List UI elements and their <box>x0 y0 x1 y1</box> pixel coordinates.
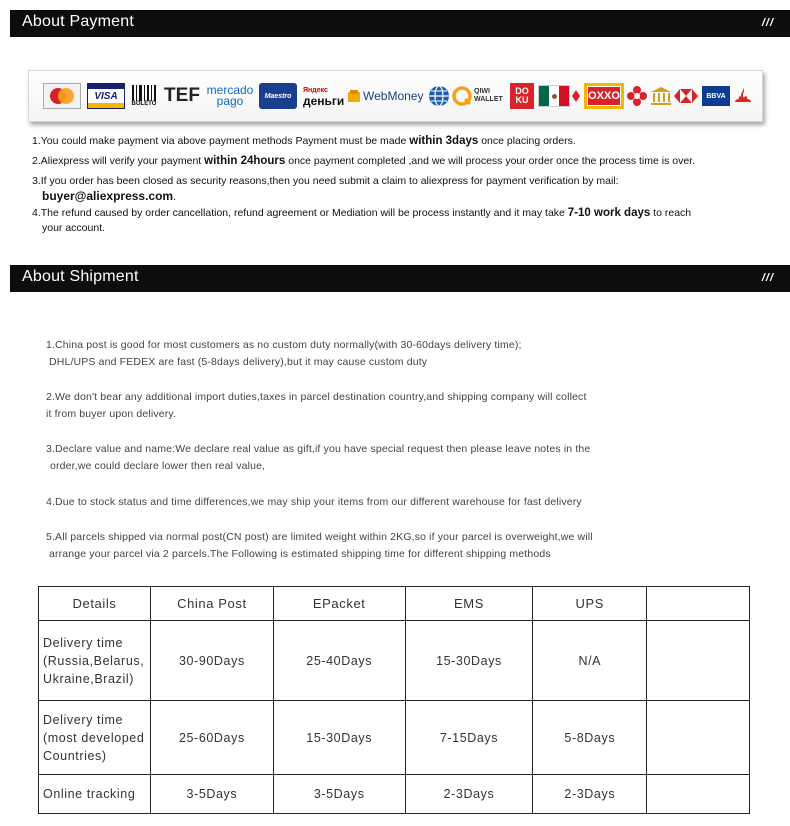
payment-term-2 <box>32 154 777 169</box>
table-row <box>39 775 750 814</box>
maestro-logo: Maestro <box>259 83 297 109</box>
payment-section-header <box>10 10 790 37</box>
shipping-time-table <box>38 586 750 814</box>
payment-methods-logos <box>28 70 763 122</box>
table-header-cell: UPS <box>533 587 647 621</box>
payment-term-2-emphasis: within 24hours <box>204 155 286 167</box>
table-row <box>39 701 750 775</box>
row-label-line: Delivery time <box>43 635 124 650</box>
hsbc-hexagon-icon <box>674 83 698 109</box>
mercadopago-text-1: mercado <box>206 83 254 97</box>
payment-section-title: About Payment <box>22 13 134 30</box>
qiwi-icon <box>452 86 472 106</box>
shipment-note-1 <box>46 337 686 371</box>
row-label-line: Online tracking <box>43 787 136 801</box>
table-cell <box>647 775 750 814</box>
payment-header-slashes: /// <box>761 17 774 29</box>
visa-text: VISA <box>94 90 118 102</box>
row-label-line: (Russia,Belarus, <box>43 653 145 668</box>
webmoney-logo <box>347 83 425 109</box>
row-label-line: Delivery time <box>43 712 124 727</box>
claim-email-address: buyer@aliexpress.com <box>42 189 174 203</box>
yandex-money-logo <box>303 83 347 109</box>
table-header-cell: EMS <box>405 587 533 621</box>
qiwi-text-2: WALLET <box>474 96 503 103</box>
table-row-label <box>39 621 151 701</box>
table-cell: 5-8Days <box>533 701 647 775</box>
payment-term-1 <box>32 134 777 149</box>
santander-flame-icon <box>733 83 753 109</box>
shipment-note-3-line1: 3.Declare value and name:We declare real value as gift,if you have special request then please leave notes in the <box>46 443 591 455</box>
table-cell: 25-40Days <box>273 621 405 701</box>
payment-term-4-tail: to reach <box>650 207 692 219</box>
table-header-cell: China Post <box>150 587 273 621</box>
table-row-label <box>39 775 151 814</box>
qiwi-text-1: QIWI <box>474 88 490 95</box>
payment-term-1-text: 1.You could make payment via above payment methods Payment must be made <box>32 135 410 147</box>
qiwi-wallet-logo <box>452 83 508 109</box>
bbva-logo: BBVA <box>702 86 730 106</box>
mexico-flag-icon <box>538 85 570 107</box>
flower-icon <box>626 83 648 109</box>
wallet-icon <box>347 89 361 103</box>
payment-term-1-tail: once placing orders. <box>478 135 576 147</box>
table-cell: 15-30Days <box>405 621 533 701</box>
boleto-logo <box>130 83 158 109</box>
mastercard-logo <box>43 83 81 109</box>
payment-term-4 <box>32 206 777 236</box>
shipment-note-5-line2: arrange your parcel via 2 parcels.The Following is estimated shipping time for different shipping methods <box>49 548 551 560</box>
shipment-note-1-line2: DHL/UPS and FEDEX are fast (5-8days delivery),but it may cause custom duty <box>49 356 428 368</box>
visa-logo <box>87 83 125 109</box>
table-cell <box>647 621 750 701</box>
payment-term-3-tail: . <box>173 191 177 203</box>
webmoney-text: WebMoney <box>363 89 424 103</box>
payment-term-2-tail: once payment completed ,and we will process your order once the process time is over. <box>285 155 696 167</box>
globe-icon <box>428 83 450 109</box>
mercadopago-logo <box>204 83 256 109</box>
table-header-cell: EPacket <box>273 587 405 621</box>
payment-term-4-text: 4.The refund caused by order cancellation, refund agreement or Mediation will be process instantly and it may take <box>32 207 568 219</box>
table-cell: 15-30Days <box>273 701 405 775</box>
payment-term-3 <box>32 174 777 205</box>
payment-term-2-text: 2.Aliexpress will verify your payment <box>32 155 205 167</box>
shipment-note-1-line1: 1.China post is good for most customers as no custom duty normally(with 30-60days delivery time); <box>46 339 522 351</box>
table-cell: 2-3Days <box>405 775 533 814</box>
table-header-cell <box>647 587 750 621</box>
table-header-row <box>39 587 750 621</box>
tef-logo: TEF <box>164 85 200 106</box>
table-row <box>39 621 750 701</box>
table-cell: N/A <box>533 621 647 701</box>
shipment-note-2-line1: 2.We don't bear any additional import duties,taxes in parcel destination country,and shipping company will collect <box>46 391 587 403</box>
shipment-note-5 <box>46 529 686 563</box>
payment-term-3-text: 3.If you order has been closed as security reasons,then you need submit a claim to aliexpress for payment verification by mail: <box>32 175 619 187</box>
yandex-text-2: деньги <box>303 94 345 108</box>
table-row-label <box>39 701 151 775</box>
table-cell <box>647 701 750 775</box>
table-cell: 30-90Days <box>150 621 273 701</box>
oxxo-logo <box>584 83 624 109</box>
shipment-note-4-line1: 4.Due to stock status and time differences,we may ship your items from our different warehouse for fast delivery <box>46 496 582 508</box>
shipment-note-3-line2: order,we could declare lower then real value, <box>50 460 266 472</box>
row-label-line: Countries) <box>43 748 107 763</box>
table-header-cell: Details <box>39 587 151 621</box>
shipment-note-3 <box>46 441 686 475</box>
shipment-note-2 <box>46 389 686 423</box>
boleto-text: BOLETO <box>131 101 157 107</box>
shipment-note-2-line2: it from buyer upon delivery. <box>46 408 177 420</box>
yandex-text-1: Яндекс <box>303 87 328 94</box>
table-cell: 2-3Days <box>533 775 647 814</box>
shipment-section-title: About Shipment <box>22 268 139 285</box>
red-star-icon <box>571 83 581 109</box>
payment-term-1-emphasis: within 3days <box>409 135 479 147</box>
mercadopago-text-2: pago <box>216 94 244 108</box>
payment-term-4-emphasis: 7-10 work days <box>567 207 651 219</box>
table-cell: 25-60Days <box>150 701 273 775</box>
row-label-line: (most developed <box>43 730 145 745</box>
payment-term-4-line2: your account. <box>42 222 106 234</box>
shipment-header-slashes: /// <box>761 272 774 284</box>
table-cell: 3-5Days <box>273 775 405 814</box>
oxxo-text: OXXO <box>587 86 621 106</box>
doku-logo: DO KU <box>510 83 534 109</box>
shipment-section-header <box>10 265 790 292</box>
row-label-line: Ukraine,Brazil) <box>43 671 134 686</box>
table-cell: 3-5Days <box>150 775 273 814</box>
shipment-note-4 <box>46 494 686 511</box>
shipment-note-5-line1: 5.All parcels shipped via normal post(CN post) are limited weight within 2KG,so if your parcel is overweight,we will <box>46 531 593 543</box>
bank-building-icon <box>649 83 673 109</box>
table-cell: 7-15Days <box>405 701 533 775</box>
